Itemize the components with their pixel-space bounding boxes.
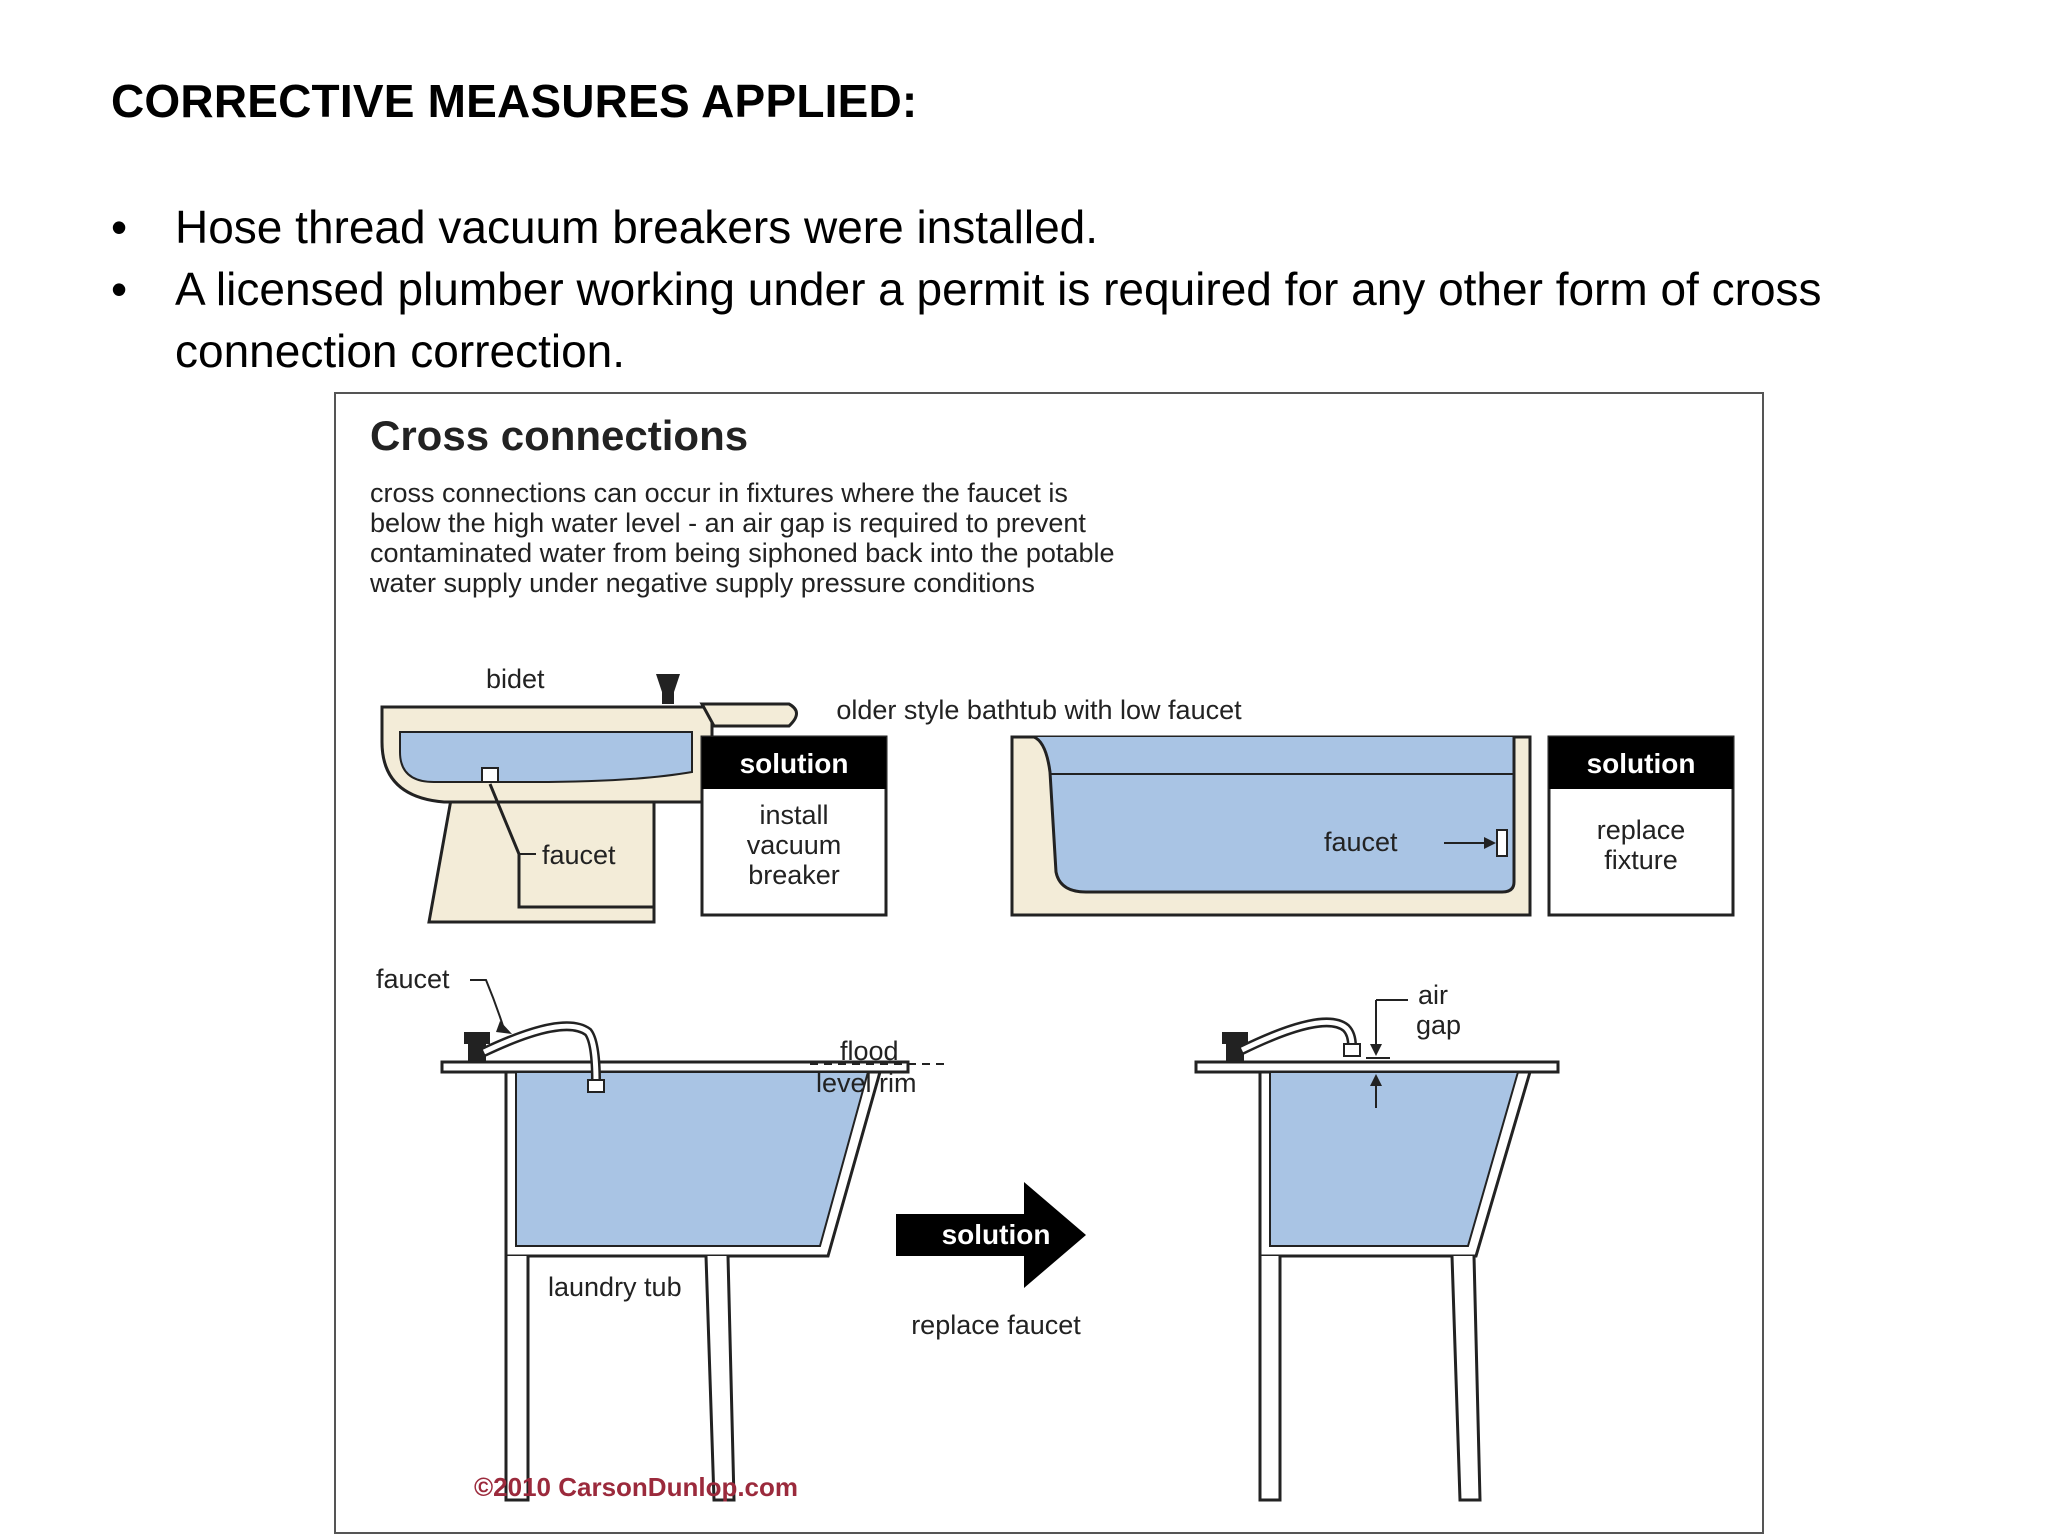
- bathtub-solution-line: fixture: [1604, 845, 1678, 875]
- bathtub-solution-line: replace: [1596, 815, 1686, 845]
- flood-label-line: level rim: [816, 1068, 917, 1098]
- bullet-dot-icon: •: [111, 201, 128, 253]
- solution-arrow-label: solution: [941, 1219, 1051, 1250]
- flood-label-line: flood: [840, 1036, 899, 1066]
- bullet-item: [111, 196, 1991, 258]
- laundry-tub-label: laundry tub: [548, 1272, 682, 1302]
- bathtub-label: older style bathtub with low faucet: [836, 695, 1242, 725]
- diagram-description-line: cross connections can occur in fixtures where the faucet is: [370, 478, 1068, 508]
- copyright-credit: ©2010 CarsonDunlop.com: [474, 1472, 799, 1502]
- diagram-description-line: below the high water level - an air gap is required to prevent: [370, 508, 1086, 538]
- bullet-list: [111, 196, 1991, 382]
- bullet-dot-icon: •: [111, 263, 128, 315]
- diagram-description-line: contaminated water from being siphoned back into the potable: [370, 538, 1115, 568]
- diagram-description-line: water supply under negative supply pressure conditions: [370, 568, 1035, 598]
- bidet-faucet-label: faucet: [542, 840, 616, 870]
- bidet-solution-line: vacuum: [746, 830, 842, 860]
- bidet-solution-box: [702, 737, 886, 915]
- bidet-solution-line: breaker: [748, 860, 840, 890]
- bathtub-faucet-label: faucet: [1324, 827, 1398, 857]
- air-gap-label-line: gap: [1416, 1010, 1462, 1040]
- replace-faucet-label: replace faucet: [911, 1310, 1081, 1340]
- laundry-faucet-label: faucet: [376, 964, 450, 994]
- bidet-solution-line: install: [759, 800, 829, 830]
- bathtub-solution-header: solution: [1586, 748, 1696, 779]
- bullet-text: A licensed plumber working under a permit is required for any other form of cross connection correction.: [175, 263, 1822, 377]
- bullet-item: [111, 258, 1991, 382]
- slide-heading: CORRECTIVE MEASURES APPLIED:: [111, 75, 918, 127]
- diagram-title: Cross connections: [370, 412, 749, 459]
- bullet-text: Hose thread vacuum breakers were installed.: [175, 201, 1099, 253]
- bathtub-solution-box: [1549, 737, 1733, 915]
- bidet-label: bidet: [486, 664, 545, 694]
- air-gap-label-line: air: [1418, 980, 1449, 1010]
- cross-connections-diagram: [334, 392, 1764, 1534]
- bidet-solution-header: solution: [739, 748, 849, 779]
